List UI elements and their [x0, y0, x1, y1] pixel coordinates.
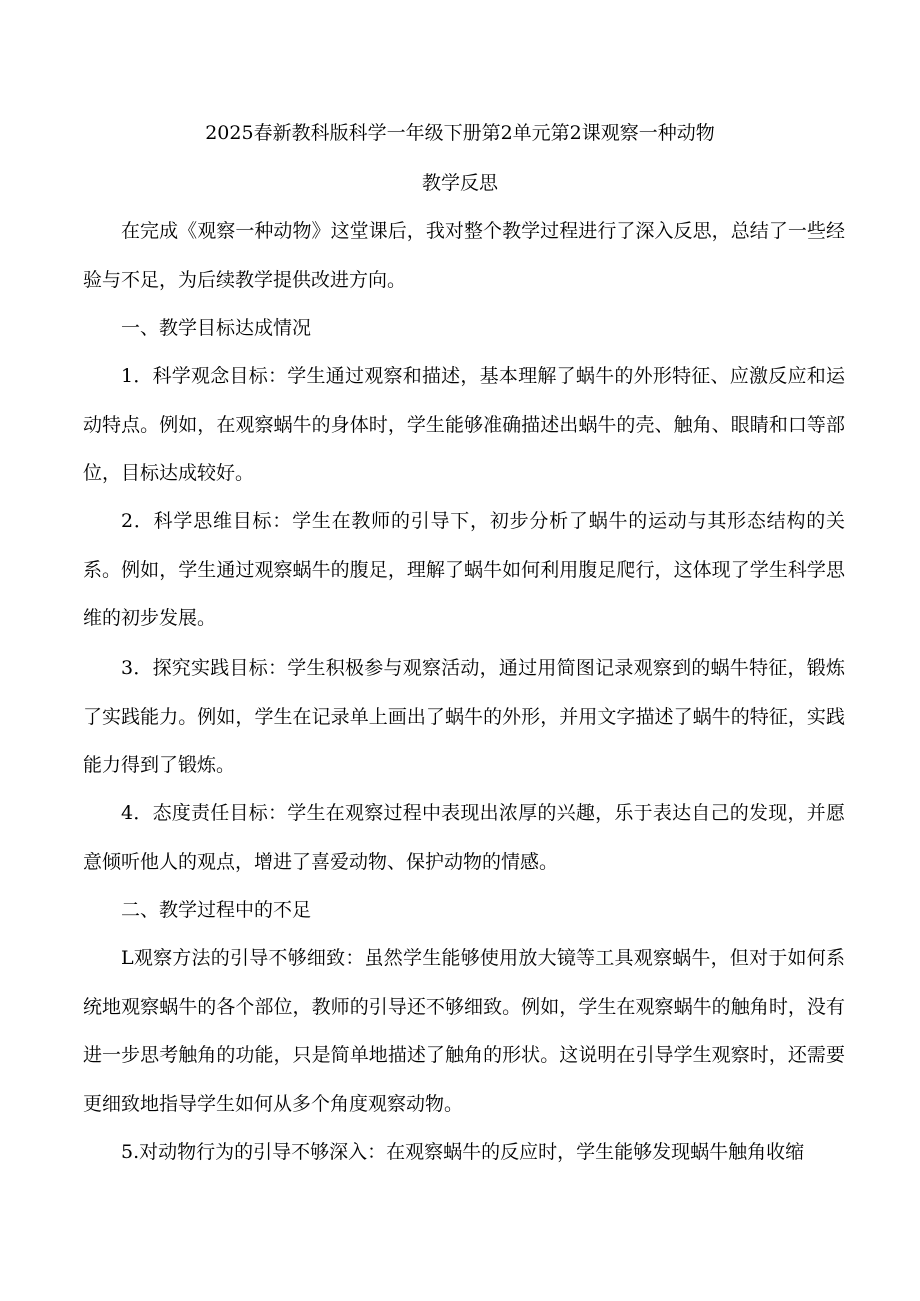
- goal-item-3: 3．探究实践目标：学生积极参与观察活动，通过用简图记录观察到的蜗牛特征，锻炼了实践能力。例如，学生在记录单上画出了蜗牛的外形，并用文字描述了蜗牛的特征，实践能力得到了锻炼。: [83, 657, 845, 776]
- shortcoming-item-1: L观察方法的引导不够细致：虽然学生能够使用放大镜等工具观察蜗牛，但对于如何系统地观察蜗牛的各个部位，教师的引导还不够细致。例如，学生在观察蜗牛的触角时，没有进一步思考触角的功能，只是简单地描述了触角的形状。这说明在引导学生观察时，还需要更细致地指导学生如何从多个角度观察动物。: [83, 947, 845, 1115]
- goal-item-1: 1．科学观念目标：学生通过观察和描述，基本理解了蜗牛的外形特征、应激反应和运动特点。例如，在观察蜗牛的身体时，学生能够准确描述出蜗牛的壳、触角、眼睛和口等部位，目标达成较好。: [83, 365, 845, 484]
- goal-item-2: 2．科学思维目标：学生在教师的引导下，初步分析了蜗牛的运动与其形态结构的关系。例如，学生通过观察蜗牛的腹足，理解了蜗牛如何利用腹足爬行，这体现了学生科学思维的初步发展。: [83, 510, 845, 629]
- document-title: 2025春新教科版科学一年级下册第2单元第2课观察一种动物: [205, 122, 715, 144]
- section-heading-goals: 一、教学目标达成情况: [121, 317, 312, 339]
- intro-paragraph: 在完成《观察一种动物》这堂课后，我对整个教学过程进行了深入反思，总结了一些经验与不足，为后续教学提供改进方向。: [83, 220, 845, 291]
- section-heading-shortcomings: 二、教学过程中的不足: [121, 899, 312, 921]
- document-subtitle: 教学反思: [421, 172, 498, 194]
- goal-item-4: 4．态度责任目标：学生在观察过程中表现出浓厚的兴趣，乐于表达自己的发现，并愿意倾听他人的观点，增进了喜爱动物、保护动物的情感。: [83, 802, 845, 873]
- shortcoming-item-2: 5.对动物行为的引导不够深入：在观察蜗牛的反应时，学生能够发现蜗牛触角收缩: [121, 1141, 805, 1163]
